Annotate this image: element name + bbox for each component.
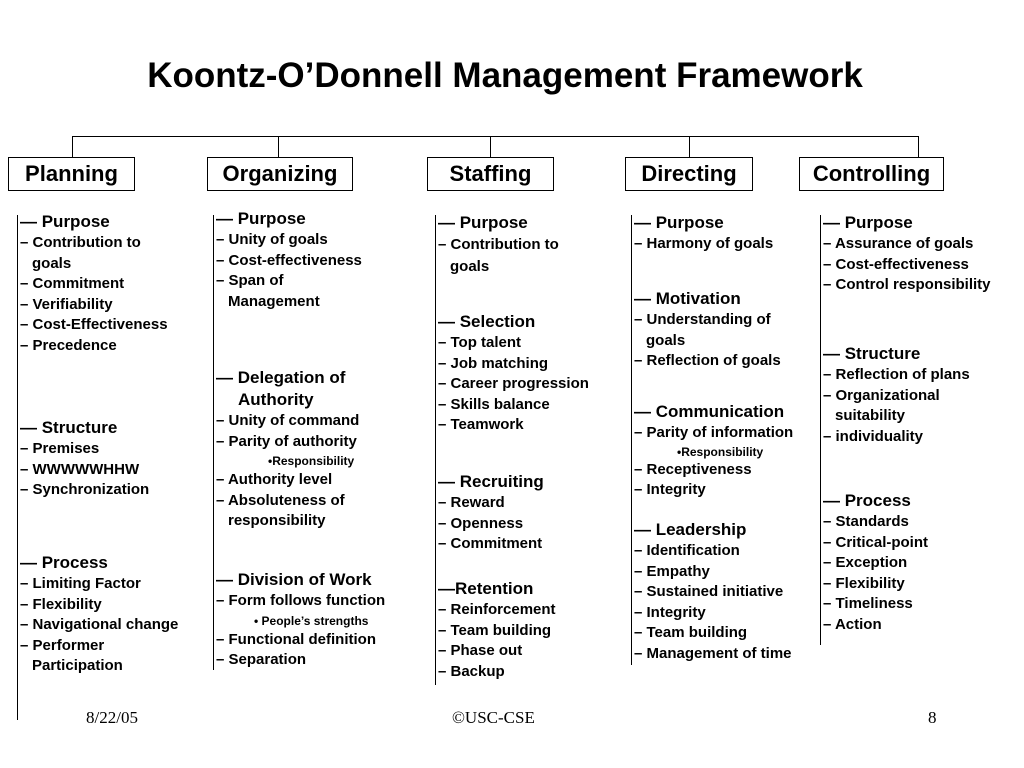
sub-item: •Responsibility: [268, 454, 355, 468]
section-delegation: [216, 367, 416, 532]
section-recruiting: [438, 471, 618, 555]
section-title: — Purpose: [216, 209, 306, 228]
section-title: — Process: [823, 491, 911, 510]
connector-controlling: [918, 136, 919, 157]
section-title: — Delegation of Authority: [216, 368, 346, 409]
list-item: – Span of Management: [216, 272, 320, 310]
section-structure: [823, 343, 1018, 447]
list-item: – Openness: [438, 514, 524, 532]
section-title: — Structure: [20, 418, 118, 437]
column-rule: [435, 215, 436, 685]
list-item: – Sustained initiative: [634, 583, 784, 600]
section-title: — Purpose: [20, 212, 110, 231]
section-title: — Division of Work: [216, 570, 372, 589]
list-item: – Team building: [634, 624, 748, 641]
list-item: – Limiting Factor: [20, 575, 141, 592]
section-title: —Retention: [438, 579, 534, 598]
list-item: – Integrity: [634, 603, 706, 621]
list-item: – Precedence: [20, 336, 117, 354]
list-item: – Premises: [20, 440, 100, 457]
list-item: – Contribution to goals: [438, 236, 559, 275]
list-item: – Unity of goals: [216, 231, 328, 248]
section-title: — Process: [20, 553, 108, 572]
section-retention: [438, 578, 618, 682]
list-item: – Reflection of goals: [634, 352, 781, 369]
list-item: – Cost-effectiveness: [216, 251, 362, 269]
list-item: – Form follows function: [216, 592, 386, 609]
column-rule: [631, 215, 632, 665]
section-title: — Purpose: [438, 213, 528, 232]
list-item: – Synchronization: [20, 481, 150, 498]
section-title: — Leadership: [634, 520, 747, 539]
list-item: – Receptiveness: [634, 460, 752, 478]
list-item: – Reinforcement: [438, 601, 556, 618]
page-title: Koontz-O’Donnell Management Framework: [147, 56, 863, 95]
section-title: — Structure: [823, 344, 921, 363]
list-item: – Job matching: [438, 354, 549, 372]
list-item: – Harmony of goals: [634, 235, 774, 252]
list-item: – Action: [823, 615, 882, 633]
connector-organizing: [278, 136, 279, 157]
box-staffing: Staffing: [427, 157, 554, 191]
section-motivation: [634, 288, 819, 372]
section-process: [20, 552, 205, 677]
list-item: – Commitment: [20, 275, 125, 292]
list-item: – Flexibility: [823, 574, 905, 592]
list-item: – Parity of authority: [216, 432, 357, 450]
section-communication: [634, 401, 819, 501]
list-item: – Critical-point: [823, 533, 929, 551]
list-item: – Phase out: [438, 642, 523, 659]
list-item: – Management of time: [634, 644, 792, 662]
list-item: – Cost-effectiveness: [823, 255, 969, 273]
list-item: – Top talent: [438, 334, 522, 351]
list-item: – Empathy: [634, 562, 710, 580]
list-item: – Team building: [438, 621, 552, 639]
connector-directing: [689, 136, 690, 157]
list-item: – Control responsibility: [823, 276, 991, 293]
list-item: – Skills balance: [438, 395, 550, 413]
sub-item: •Responsibility: [677, 444, 764, 459]
list-item: – Career progression: [438, 375, 589, 392]
footer-copyright: ©USC-CSE: [452, 708, 535, 727]
list-item: – Backup: [438, 662, 505, 680]
section-leadership: [634, 519, 819, 664]
connector-horizontal: [72, 136, 919, 137]
list-item: – Functional definition: [216, 630, 376, 648]
footer-date: 8/22/05: [86, 708, 138, 727]
section-purpose: [438, 212, 618, 277]
list-item: – Teamwork: [438, 416, 524, 433]
list-item: – Organizational suitability: [823, 386, 940, 424]
list-item: – WWWWWHHW: [20, 460, 140, 478]
list-item: – Unity of command: [216, 412, 360, 429]
section-purpose: [20, 211, 205, 356]
section-title: — Motivation: [634, 289, 741, 308]
list-item: – Parity of information: [634, 424, 794, 441]
box-planning: Planning: [8, 157, 135, 191]
column-rule: [820, 215, 821, 645]
list-item: – Contribution to goals: [20, 234, 141, 272]
list-item: – Assurance of goals: [823, 235, 974, 252]
list-item: – Commitment: [438, 535, 543, 552]
connector-planning: [72, 136, 73, 157]
section-purpose: [823, 212, 1018, 296]
section-title: — Purpose: [823, 213, 913, 232]
list-item: – Integrity: [634, 481, 706, 498]
list-item: – Separation: [216, 651, 307, 668]
list-item: – Cost-Effectiveness: [20, 316, 168, 333]
section-purpose: [216, 208, 416, 312]
list-item: – Navigational change: [20, 616, 179, 633]
list-item: – Verifiability: [20, 295, 113, 313]
box-directing: Directing: [625, 157, 753, 191]
list-item: – Performer Participation: [20, 636, 123, 674]
list-item: – individuality: [823, 427, 924, 445]
box-organizing: Organizing: [207, 157, 353, 191]
footer-page-number: 8: [928, 708, 937, 727]
section-title: — Purpose: [634, 213, 724, 232]
connector-staffing: [490, 136, 491, 157]
list-item: – Identification: [634, 542, 740, 559]
list-item: – Flexibility: [20, 595, 102, 613]
section-structure: [20, 417, 205, 501]
list-item: – Reflection of plans: [823, 366, 970, 383]
section-title: — Selection: [438, 312, 536, 331]
section-title: — Recruiting: [438, 472, 544, 491]
box-controlling: Controlling: [799, 157, 944, 191]
list-item: – Timeliness: [823, 595, 913, 612]
section-process: [823, 490, 1018, 635]
section-selection: [438, 311, 618, 436]
list-item: – Exception: [823, 554, 908, 571]
column-rule: [213, 215, 214, 670]
list-item: – Authority level: [216, 471, 333, 488]
list-item: – Understanding of goals: [634, 311, 771, 349]
section-purpose: [634, 212, 819, 255]
list-item: – Standards: [823, 513, 909, 530]
list-item: – Absoluteness of responsibility: [216, 491, 345, 529]
section-division: [216, 569, 416, 671]
section-title: — Communication: [634, 402, 785, 421]
column-rule: [17, 215, 18, 720]
list-item: – Reward: [438, 494, 505, 511]
sub-item: • People’s strengths: [254, 613, 369, 628]
